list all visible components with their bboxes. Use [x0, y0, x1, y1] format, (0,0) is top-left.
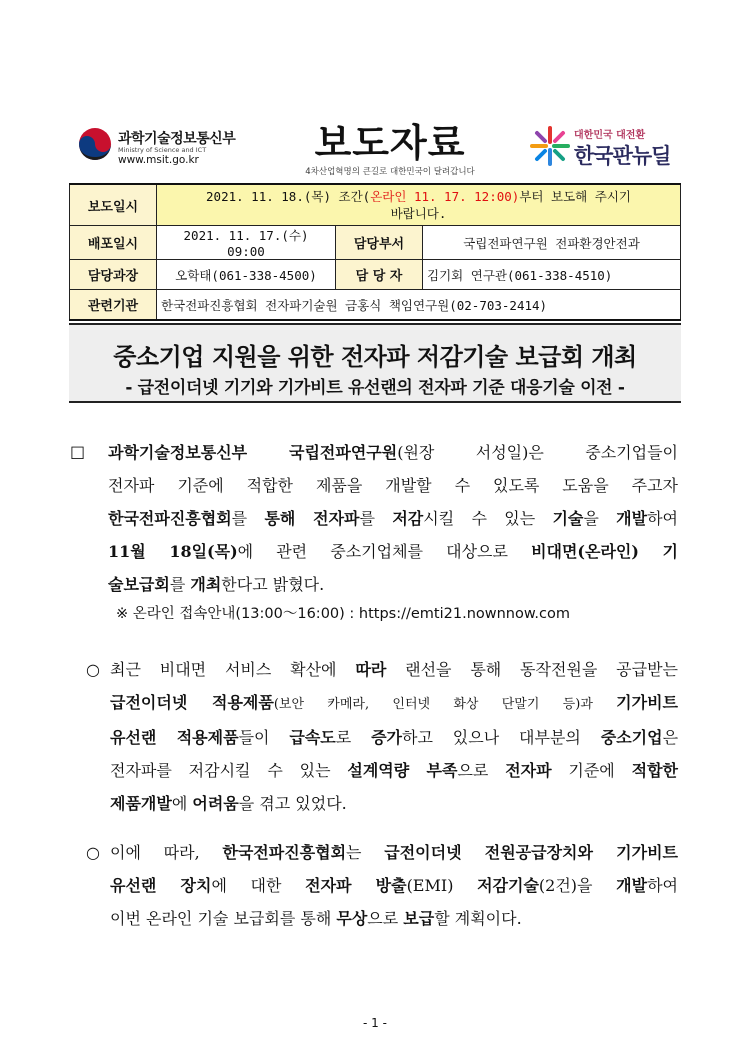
person-label: 담 당 자	[336, 260, 423, 290]
p1-line	[108, 568, 678, 601]
bold-text: 유선랜 장치	[110, 876, 212, 895]
p1-line	[108, 436, 678, 469]
manager-value: 오학태(061-338-4500)	[157, 260, 336, 290]
bold-text: 급전이더넷 적용제품	[110, 693, 274, 712]
bold-text: 무상	[336, 909, 368, 928]
bold-text: 제품개발	[110, 794, 172, 813]
p2-line	[110, 686, 678, 721]
text: 에 관련 중소기업체를 대상으로	[237, 542, 532, 561]
text: 최근 비대면 서비스 확산에	[110, 660, 356, 679]
bold-text: 한국전파진흥협회	[222, 843, 347, 862]
bold-text: 11월 18일(목)	[108, 542, 238, 561]
bold-text: 통해 전자파	[264, 509, 360, 528]
ministry-name: 과학기술정보통신부	[118, 131, 236, 147]
text: 으로	[367, 909, 404, 928]
text: 로	[335, 728, 372, 747]
bold-text: 개발	[616, 509, 648, 528]
text: 은	[662, 728, 679, 747]
text: 할 계획이다.	[434, 909, 522, 928]
bold-text: 저감	[392, 509, 424, 528]
text: 을	[583, 509, 617, 528]
text: 를	[359, 509, 393, 528]
text: (보안 카메라, 인터넷 화상 단말기 등)과	[273, 697, 617, 712]
text: (EMI)	[406, 876, 478, 895]
person-value: 김기회 연구관(061-338-4510)	[423, 260, 681, 290]
release-time-value	[157, 184, 681, 226]
related-org-value: 한국전파진흥협회 전자파기술원 금홍식 책임연구원(02-703-2414)	[157, 290, 681, 321]
text: (원장 서성일)은 중소기업들이	[397, 443, 678, 462]
text: 에	[171, 794, 193, 813]
text: 으로	[457, 761, 506, 780]
bold-text: 저감기술	[477, 876, 539, 895]
circle-bullet-icon: ○	[86, 660, 100, 679]
text: 하고 있으나 대부분의	[402, 728, 601, 747]
release-date: 2021. 11. 18.(목) 조간(	[206, 189, 371, 204]
bold-text: 증가	[371, 728, 402, 747]
korean-new-deal-logo	[530, 124, 680, 168]
bold-text: 어려움	[192, 794, 239, 813]
online-access-note: ※ 온라인 접속안내(13:00～16:00) : https://emti21.nownnow.com	[116, 606, 570, 622]
paragraph-3	[110, 836, 678, 935]
text: 는	[346, 843, 385, 862]
p2-line	[110, 754, 678, 787]
bold-text: 중소기업	[600, 728, 663, 747]
related-org-row	[70, 290, 681, 321]
new-deal-tagline: 대한민국 대전환	[574, 130, 646, 141]
ministry-logo	[78, 123, 236, 167]
text: 전자파를 저감시킬 수 있는	[110, 761, 348, 780]
bold-text: 유선랜 적용제품	[110, 728, 239, 747]
release-time-label: 보도일시	[70, 184, 157, 226]
subheadline: - 급전이더넷 기기와 기가비트 유선랜의 전자파 기준 대응기술 이전 -	[125, 378, 625, 398]
text: 기준에	[551, 761, 632, 780]
distribution-value: 2021. 11. 17.(수) 09:00	[157, 226, 336, 260]
text: 를	[231, 509, 265, 528]
new-deal-title: 한국판뉴딜	[574, 144, 671, 168]
text: 을 겪고 있었다.	[238, 794, 347, 813]
paragraph-1	[108, 436, 678, 601]
p3-line	[110, 902, 678, 935]
circle-bullet-icon: ○	[86, 843, 100, 862]
ministry-url: www.msit.go.kr	[118, 154, 199, 166]
square-bullet-icon: □	[70, 442, 86, 461]
p2-line	[110, 787, 678, 820]
slogan: 4차산업혁명의 큰길로 대한민국이 달려갑니다	[305, 167, 475, 177]
press-release-title: 보도자료	[314, 121, 466, 165]
bold-text: 급속도	[289, 728, 336, 747]
p2-line	[110, 721, 678, 754]
text: 랜선을 통해 동작전원을 공급받는	[386, 660, 678, 679]
release-request-end: 바랍니다.	[390, 206, 447, 221]
text: 이번 온라인 기술 보급회를 통해	[110, 909, 337, 928]
text: 들이	[238, 728, 290, 747]
taegeuk-emblem-icon	[78, 125, 112, 163]
p1-line	[108, 535, 678, 568]
headline: 중소기업 지원을 위한 전자파 저감기술 보급회 개최	[113, 343, 637, 371]
text: (2건)을	[538, 876, 617, 895]
p2-line	[110, 653, 678, 686]
text: 한다고 밝혔다.	[221, 575, 325, 594]
release-time-row	[70, 184, 681, 226]
text: 를	[169, 575, 191, 594]
text: 하여	[647, 876, 679, 895]
contact-row	[70, 260, 681, 290]
release-info-table	[69, 183, 681, 321]
headline-box	[69, 323, 681, 403]
ministry-english-name: Ministry of Science and ICT	[118, 146, 207, 154]
bold-text: 급전이더넷 전원공급장치와 기가비트	[384, 843, 678, 862]
related-org-label: 관련기관	[70, 290, 157, 321]
new-deal-star-icon	[530, 126, 570, 166]
bold-text: 전자파	[505, 761, 552, 780]
p1-line: 전자파 기준에 적합한 제품을 개발할 수 있도록 도움을 주고자	[108, 476, 678, 495]
bold-text: 기술	[552, 509, 584, 528]
text: 시킬 수 있는	[423, 509, 553, 528]
distribution-label: 배포일시	[70, 226, 157, 260]
p1-line	[108, 502, 678, 535]
department-value: 국립전파연구원 전파환경안전과	[423, 226, 681, 260]
text: 에 대한	[211, 876, 306, 895]
p3-line	[110, 869, 678, 902]
release-online-time: 온라인 11. 17. 12:00)	[370, 189, 520, 204]
bold-text: 과학기술정보통신부 국립전파연구원	[108, 443, 398, 462]
release-request: 부터 보도해 주시기	[519, 189, 631, 204]
paragraph-2	[110, 653, 678, 820]
bold-text: 따라	[355, 660, 387, 679]
manager-label: 담당과장	[70, 260, 157, 290]
bold-text: 보급	[403, 909, 435, 928]
bold-text: 적합한	[631, 761, 678, 780]
department-label: 담당부서	[336, 226, 423, 260]
page-number: - 1 -	[363, 1016, 387, 1030]
bold-text: 개최	[190, 575, 222, 594]
bold-text: 술보급회	[108, 575, 170, 594]
p3-line	[110, 836, 678, 869]
bold-text: 기가비트	[616, 693, 678, 712]
bold-text: 전자파 방출	[305, 876, 407, 895]
bold-text: 비대면(온라인) 기	[531, 542, 678, 561]
text: 하여	[647, 509, 679, 528]
distribution-row	[70, 226, 681, 260]
bold-text: 한국전파진흥협회	[108, 509, 232, 528]
text: 이에 따라,	[110, 843, 223, 862]
bold-text: 설계역량 부족	[347, 761, 458, 780]
bold-text: 개발	[616, 876, 648, 895]
